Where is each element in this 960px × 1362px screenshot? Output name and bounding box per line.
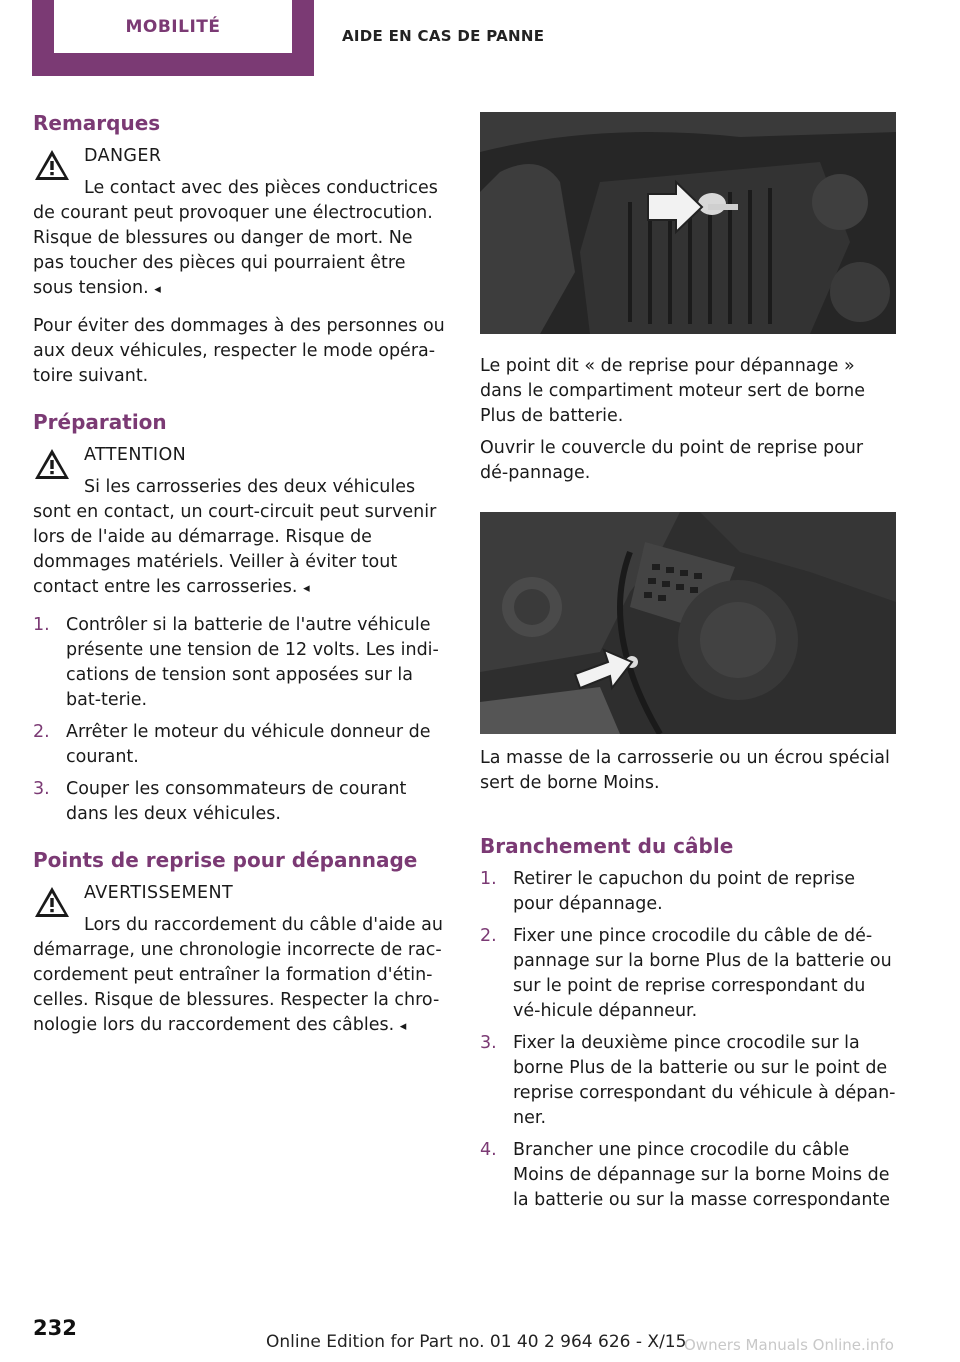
chapter-tab-inner (54, 0, 292, 53)
ground-photo-illustration (480, 512, 896, 734)
list-item: 4. Brancher une pince crocodile du câble Moins de dépannage sur la borne Moins de la batterie ou sur la masse correspondante (480, 1140, 891, 1210)
ground-point-photo (480, 512, 896, 734)
list-item: 1. Retirer le capuchon du point de reprise pour dépannage. (480, 869, 856, 914)
list-item: 2. Arrêter le moteur du véhicule donneur de courant. (33, 722, 431, 767)
end-mark: ◂ (399, 1019, 407, 1034)
preparation-steps (33, 613, 446, 827)
branchement-steps (480, 867, 896, 1213)
heading-preparation: Préparation (33, 410, 167, 434)
paragraph: La masse de la carrosserie ou un écrou spécial sert de borne Moins. (480, 748, 890, 793)
list-item: 3. Fixer la deuxième pince crocodile sur la borne Plus de la batterie ou sur le point de reprise correspondant du véhicule à dépan-ner. (480, 1033, 896, 1128)
danger-warning (33, 144, 446, 302)
end-mark: ◂ (303, 581, 310, 596)
warning-text: Lors du raccordement du câble d'aide au démarrage, une chronologie incorrecte de rac-cordement peut entraîner la formation d'étin-celles. Risque de blessures. Respecter la chro-nologie lors du raccordement des câbles. (33, 915, 443, 1035)
warning-title: AVERTISSEMENT (84, 883, 234, 903)
engine-photo-illustration (480, 112, 896, 334)
warning-text: Le contact avec des pièces conductrices de courant peut provoquer une électrocution. Risque de blessures ou danger de mort. Ne pas toucher des pièces qui pourraient être sous tension. (33, 178, 438, 298)
attention-warning (33, 443, 446, 601)
edition-line: Online Edition for Part no. 01 40 2 964 626 - X/15 (266, 1332, 687, 1352)
avertissement-warning (33, 881, 446, 1039)
warning-triangle-icon (33, 885, 71, 919)
heading-remarques: Remarques (33, 111, 161, 135)
right-column (480, 112, 896, 1225)
left-column (33, 108, 446, 1051)
warning-title: ATTENTION (84, 445, 187, 465)
engine-compartment-photo (480, 112, 896, 334)
page-number: 232 (33, 1316, 77, 1340)
warning-triangle-icon (33, 447, 71, 481)
warning-text: Si les carrosseries des deux véhicules sont en contact, un court-circuit peut survenir lors de l'aide au démarrage. Risque de dommages matériels. Veiller à éviter tout contact entre les carrosseries. (33, 477, 437, 597)
paragraph: Le point dit « de reprise pour dépannage » dans le compartiment moteur sert de borne Plus de batterie. (480, 356, 865, 426)
paragraph: Pour éviter des dommages à des personnes ou aux deux véhicules, respecter le mode opéra-toire suivant. (33, 316, 445, 386)
warning-triangle-icon (33, 148, 71, 182)
paragraph: Ouvrir le couvercle du point de reprise pour dé-pannage. (480, 438, 864, 483)
end-mark: ◂ (154, 282, 161, 297)
section-title: AIDE EN CAS DE PANNE (342, 27, 545, 45)
list-item: 1. Contrôler si la batterie de l'autre véhicule présente une tension de 12 volts. Les indi-cations de tension sont apposées sur la bat-terie. (33, 615, 439, 710)
list-item: 2. Fixer une pince crocodile du câble de dé-pannage sur la borne Plus de la batterie ou sur le point de reprise correspondant du vé-hicule dépanneur. (480, 926, 892, 1021)
chapter-tab-label: MOBILITÉ (125, 16, 221, 37)
heading-points-de-reprise: Points de reprise pour dépannage (33, 848, 418, 872)
list-item: 3. Couper les consommateurs de courant dans les deux véhicules. (33, 779, 407, 824)
watermark-site: Owners Manuals Online.info (684, 1336, 894, 1354)
warning-title: DANGER (84, 146, 162, 166)
heading-branchement: Branchement du câble (480, 834, 734, 858)
